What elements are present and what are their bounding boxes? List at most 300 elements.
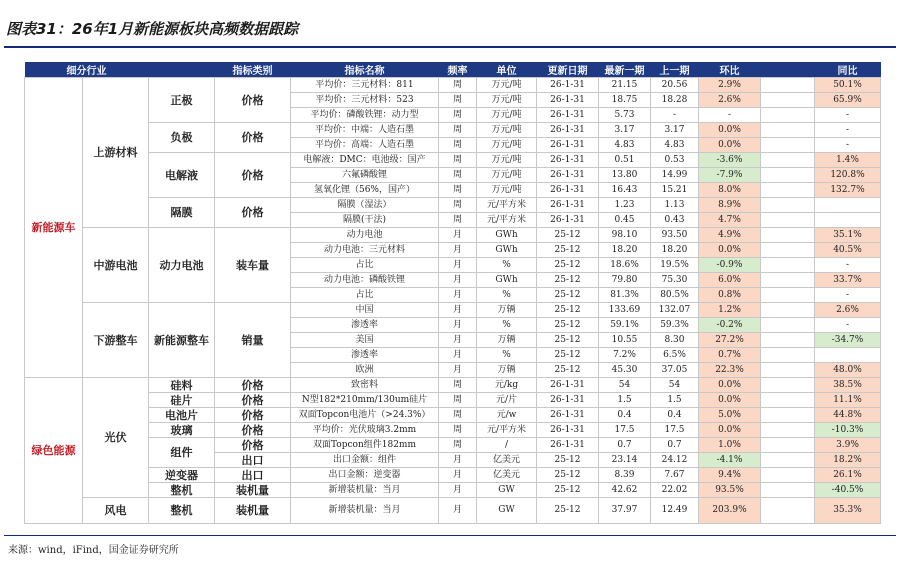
yoy-cell: - [815, 258, 881, 273]
category-cell: 硅片 [149, 393, 215, 408]
frequency-cell: 周 [439, 423, 477, 438]
indicator-name-cell: 动力电池：三元材料 [291, 243, 439, 258]
header-prev: 上一期 [651, 62, 699, 78]
spacer-cell [761, 108, 815, 123]
indicator-type-cell: 装车量 [215, 228, 291, 303]
frequency-cell: 周 [439, 78, 477, 93]
mom-cell: 2.9% [699, 78, 761, 93]
frequency-cell: 周 [439, 393, 477, 408]
mom-cell: 0.8% [699, 288, 761, 303]
spacer-cell [761, 438, 815, 453]
spacer-cell [761, 198, 815, 213]
category-cell: 负极 [149, 123, 215, 153]
indicator-name-cell: 六氟磷酸锂 [291, 168, 439, 183]
latest-value-cell: 10.55 [599, 333, 651, 348]
indicator-name-cell: 平均价：磷酸铁锂：动力型 [291, 108, 439, 123]
header-yoy: 同比 [815, 62, 881, 78]
mom-cell: 1.0% [699, 438, 761, 453]
indicator-name-cell: 平均价：光伏玻璃3.2mm [291, 423, 439, 438]
category-cell: 电池片 [149, 408, 215, 423]
previous-value-cell: 4.83 [651, 138, 699, 153]
indicator-name-cell: 出口金额：组件 [291, 453, 439, 468]
previous-value-cell: 1.13 [651, 198, 699, 213]
latest-value-cell: 98.10 [599, 228, 651, 243]
top-rule [4, 46, 896, 48]
indicator-name-cell: 中国 [291, 303, 439, 318]
mom-cell: - [699, 108, 761, 123]
frequency-cell: 周 [439, 213, 477, 228]
unit-cell: / [477, 438, 537, 453]
latest-value-cell: 18.6% [599, 258, 651, 273]
previous-value-cell: 54 [651, 378, 699, 393]
mom-cell: 8.9% [699, 198, 761, 213]
category-cell: 整机 [149, 483, 215, 498]
frequency-cell: 月 [439, 228, 477, 243]
category-cell: 硅料 [149, 378, 215, 393]
unit-cell: % [477, 258, 537, 273]
previous-value-cell: 22.02 [651, 483, 699, 498]
header-name: 指标名称 [291, 62, 439, 78]
unit-cell: 万元/吨 [477, 168, 537, 183]
yoy-cell: - [815, 318, 881, 333]
indicator-name-cell: 动力电池：磷酸铁锂 [291, 273, 439, 288]
yoy-cell: - [815, 123, 881, 138]
yoy-cell [815, 348, 881, 363]
previous-value-cell: 17.5 [651, 423, 699, 438]
unit-cell: 万元/吨 [477, 138, 537, 153]
bottom-rule [4, 535, 896, 536]
indicator-name-cell: 平均价：三元材料：811 [291, 78, 439, 93]
frequency-cell: 周 [439, 123, 477, 138]
previous-value-cell: 0.53 [651, 153, 699, 168]
frequency-cell: 周 [439, 93, 477, 108]
yoy-cell: 132.7% [815, 183, 881, 198]
previous-value-cell: 37.05 [651, 363, 699, 378]
update-date-cell: 25-12 [537, 318, 599, 333]
update-date-cell: 25-12 [537, 303, 599, 318]
frequency-cell: 月 [439, 483, 477, 498]
indicator-type-cell: 装机量 [215, 498, 291, 524]
indicator-name-cell: 新增装机量：当月 [291, 498, 439, 524]
table-row [25, 498, 881, 524]
latest-value-cell: 59.1% [599, 318, 651, 333]
unit-cell: % [477, 288, 537, 303]
spacer-cell [761, 213, 815, 228]
indicator-name-cell: 氢氧化锂（56%，国产） [291, 183, 439, 198]
yoy-cell [815, 198, 881, 213]
indicator-type-cell: 价格 [215, 393, 291, 408]
frequency-cell: 周 [439, 153, 477, 168]
indicator-name-cell: 占比 [291, 258, 439, 273]
unit-cell: 元/w [477, 408, 537, 423]
previous-value-cell: 18.20 [651, 243, 699, 258]
latest-value-cell: 21.15 [599, 78, 651, 93]
mom-cell: -3.6% [699, 153, 761, 168]
spacer-cell [761, 168, 815, 183]
header-unit: 单位 [477, 62, 537, 78]
unit-cell: % [477, 348, 537, 363]
update-date-cell: 26-1-31 [537, 438, 599, 453]
indicator-type-cell: 价格 [215, 153, 291, 198]
unit-cell: 亿美元 [477, 468, 537, 483]
frequency-cell: 月 [439, 453, 477, 468]
frequency-cell: 月 [439, 288, 477, 303]
update-date-cell: 25-12 [537, 498, 599, 524]
header-row [25, 62, 881, 78]
header-industry: 细分行业 [25, 62, 149, 78]
unit-cell: GWh [477, 243, 537, 258]
category-cell: 中游电池 [83, 228, 149, 303]
spacer-cell [761, 483, 815, 498]
unit-cell: 元/平方米 [477, 423, 537, 438]
category-cell: 正极 [149, 78, 215, 123]
indicator-name-cell: 隔膜(干法) [291, 213, 439, 228]
mom-cell: -0.9% [699, 258, 761, 273]
indicator-name-cell: 隔膜（湿法） [291, 198, 439, 213]
latest-value-cell: 42.62 [599, 483, 651, 498]
yoy-cell: 48.0% [815, 363, 881, 378]
mom-cell: 0.0% [699, 393, 761, 408]
mom-cell: 0.7% [699, 348, 761, 363]
latest-value-cell: 45.30 [599, 363, 651, 378]
table-row [25, 303, 881, 318]
latest-value-cell: 17.5 [599, 423, 651, 438]
yoy-cell: - [815, 108, 881, 123]
spacer-cell [761, 273, 815, 288]
spacer-cell [761, 378, 815, 393]
mom-cell: 0.0% [699, 138, 761, 153]
latest-value-cell: 0.45 [599, 213, 651, 228]
sector-group-cell: 绿色能源 [25, 378, 83, 524]
header-blank2 [761, 62, 815, 78]
latest-value-cell: 0.51 [599, 153, 651, 168]
previous-value-cell: 18.28 [651, 93, 699, 108]
spacer-cell [761, 303, 815, 318]
indicator-name-cell: 出口金额：逆变器 [291, 468, 439, 483]
unit-cell: 万元/吨 [477, 183, 537, 198]
spacer-cell [761, 348, 815, 363]
category-cell: 风电 [83, 498, 149, 524]
yoy-cell: 40.5% [815, 243, 881, 258]
yoy-cell: 1.4% [815, 153, 881, 168]
category-cell: 整机 [149, 498, 215, 524]
unit-cell: 万辆 [477, 363, 537, 378]
yoy-cell: -40.5% [815, 483, 881, 498]
yoy-cell: 44.8% [815, 408, 881, 423]
spacer-cell [761, 138, 815, 153]
spacer-cell [761, 288, 815, 303]
table-row [25, 198, 881, 213]
indicator-type-cell: 价格 [215, 438, 291, 453]
spacer-cell [761, 123, 815, 138]
indicator-name-cell: 渗透率 [291, 318, 439, 333]
latest-value-cell: 8.39 [599, 468, 651, 483]
frequency-cell: 周 [439, 438, 477, 453]
indicator-type-cell: 价格 [215, 78, 291, 123]
update-date-cell: 26-1-31 [537, 78, 599, 93]
previous-value-cell: 80.5% [651, 288, 699, 303]
mom-cell: 4.7% [699, 213, 761, 228]
category-cell: 上游材料 [83, 78, 149, 228]
category-cell: 动力电池 [149, 228, 215, 303]
mom-cell: 0.0% [699, 243, 761, 258]
mom-cell: 1.2% [699, 303, 761, 318]
indicator-type-cell: 出口 [215, 468, 291, 483]
yoy-cell: 35.3% [815, 498, 881, 524]
yoy-cell: 3.9% [815, 438, 881, 453]
category-cell: 隔膜 [149, 198, 215, 228]
previous-value-cell: 0.4 [651, 408, 699, 423]
source-note: 来源：wind，iFind，国金证券研究所 [8, 545, 179, 556]
previous-value-cell: 75.30 [651, 273, 699, 288]
update-date-cell: 25-12 [537, 453, 599, 468]
spacer-cell [761, 408, 815, 423]
yoy-cell: 50.1% [815, 78, 881, 93]
table-row [25, 468, 881, 483]
latest-value-cell: 81.3% [599, 288, 651, 303]
update-date-cell: 25-12 [537, 288, 599, 303]
spacer-cell [761, 468, 815, 483]
latest-value-cell: 18.20 [599, 243, 651, 258]
indicator-name-cell: 新增装机量：当月 [291, 483, 439, 498]
table-row [25, 378, 881, 393]
header-type: 指标类别 [215, 62, 291, 78]
mom-cell: 0.0% [699, 123, 761, 138]
mom-cell: -4.1% [699, 453, 761, 468]
frequency-cell: 月 [439, 258, 477, 273]
indicator-type-cell: 价格 [215, 378, 291, 393]
mom-cell: 203.9% [699, 498, 761, 524]
header-freq: 频率 [439, 62, 477, 78]
yoy-cell: 120.8% [815, 168, 881, 183]
indicator-type-cell: 价格 [215, 408, 291, 423]
update-date-cell: 26-1-31 [537, 423, 599, 438]
update-date-cell: 25-12 [537, 333, 599, 348]
spacer-cell [761, 423, 815, 438]
unit-cell: 万辆 [477, 333, 537, 348]
latest-value-cell: 23.14 [599, 453, 651, 468]
spacer-cell [761, 258, 815, 273]
previous-value-cell: 132.07 [651, 303, 699, 318]
category-cell: 新能源整车 [149, 303, 215, 378]
previous-value-cell: 3.17 [651, 123, 699, 138]
update-date-cell: 25-12 [537, 273, 599, 288]
spacer-cell [761, 498, 815, 524]
latest-value-cell: 0.4 [599, 408, 651, 423]
table-row [25, 393, 881, 408]
yoy-cell: -10.3% [815, 423, 881, 438]
unit-cell: 万元/吨 [477, 78, 537, 93]
frequency-cell: 月 [439, 348, 477, 363]
indicator-type-cell: 出口 [215, 453, 291, 468]
indicator-name-cell: N型182*210mm/130um硅片 [291, 393, 439, 408]
previous-value-cell: 0.7 [651, 438, 699, 453]
frequency-cell: 周 [439, 108, 477, 123]
indicator-name-cell: 双面Topcon电池片（>24.3%） [291, 408, 439, 423]
update-date-cell: 25-12 [537, 483, 599, 498]
previous-value-cell: 8.30 [651, 333, 699, 348]
update-date-cell: 26-1-31 [537, 123, 599, 138]
mom-cell: 27.2% [699, 333, 761, 348]
category-cell: 下游整车 [83, 303, 149, 378]
table-row [25, 153, 881, 168]
category-cell: 逆变器 [149, 468, 215, 483]
yoy-cell: -34.7% [815, 333, 881, 348]
unit-cell: 元/片 [477, 393, 537, 408]
unit-cell: 元/kg [477, 378, 537, 393]
previous-value-cell: 20.56 [651, 78, 699, 93]
yoy-cell: 18.2% [815, 453, 881, 468]
indicator-name-cell: 平均价：中端：人造石墨 [291, 123, 439, 138]
update-date-cell: 26-1-31 [537, 153, 599, 168]
indicator-name-cell: 欧洲 [291, 363, 439, 378]
mom-cell: -0.2% [699, 318, 761, 333]
update-date-cell: 26-1-31 [537, 138, 599, 153]
latest-value-cell: 13.80 [599, 168, 651, 183]
table-body [25, 78, 881, 524]
unit-cell: GWh [477, 273, 537, 288]
mom-cell: -7.9% [699, 168, 761, 183]
table-row [25, 78, 881, 93]
frequency-cell: 月 [439, 468, 477, 483]
category-cell: 光伏 [83, 378, 149, 498]
mom-cell: 6.0% [699, 273, 761, 288]
spacer-cell [761, 393, 815, 408]
update-date-cell: 25-12 [537, 363, 599, 378]
header-latest: 最新一期 [599, 62, 651, 78]
mom-cell: 5.0% [699, 408, 761, 423]
update-date-cell: 25-12 [537, 348, 599, 363]
mom-cell: 93.5% [699, 483, 761, 498]
update-date-cell: 26-1-31 [537, 378, 599, 393]
previous-value-cell: 12.49 [651, 498, 699, 524]
indicator-name-cell: 平均价：三元材料：523 [291, 93, 439, 108]
previous-value-cell: 59.3% [651, 318, 699, 333]
frequency-cell: 月 [439, 333, 477, 348]
update-date-cell: 26-1-31 [537, 93, 599, 108]
update-date-cell: 26-1-31 [537, 213, 599, 228]
latest-value-cell: 18.75 [599, 93, 651, 108]
latest-value-cell: 54 [599, 378, 651, 393]
frequency-cell: 月 [439, 273, 477, 288]
previous-value-cell: 19.5% [651, 258, 699, 273]
previous-value-cell: 7.67 [651, 468, 699, 483]
update-date-cell: 25-12 [537, 258, 599, 273]
indicator-type-cell: 价格 [215, 198, 291, 228]
update-date-cell: 26-1-31 [537, 198, 599, 213]
indicator-type-cell: 销量 [215, 303, 291, 378]
table-row [25, 228, 881, 243]
yoy-cell [815, 213, 881, 228]
update-date-cell: 25-12 [537, 243, 599, 258]
unit-cell: GWh [477, 228, 537, 243]
yoy-cell: - [815, 288, 881, 303]
update-date-cell: 26-1-31 [537, 393, 599, 408]
yoy-cell: 26.1% [815, 468, 881, 483]
latest-value-cell: 3.17 [599, 123, 651, 138]
table-row [25, 438, 881, 453]
update-date-cell: 26-1-31 [537, 168, 599, 183]
latest-value-cell: 37.97 [599, 498, 651, 524]
indicator-type-cell: 装机量 [215, 483, 291, 498]
spacer-cell [761, 228, 815, 243]
frequency-cell: 周 [439, 138, 477, 153]
latest-value-cell: 16.43 [599, 183, 651, 198]
header-blank [149, 62, 215, 78]
frequency-cell: 周 [439, 378, 477, 393]
unit-cell: 元/平方米 [477, 213, 537, 228]
sector-group-cell: 新能源车 [25, 78, 83, 378]
latest-value-cell: 79.80 [599, 273, 651, 288]
frequency-cell: 周 [439, 168, 477, 183]
unit-cell: 万辆 [477, 303, 537, 318]
previous-value-cell: 24.12 [651, 453, 699, 468]
header-date: 更新日期 [537, 62, 599, 78]
mom-cell: 22.3% [699, 363, 761, 378]
latest-value-cell: 7.2% [599, 348, 651, 363]
latest-value-cell: 1.23 [599, 198, 651, 213]
unit-cell: % [477, 318, 537, 333]
indicator-name-cell: 动力电池 [291, 228, 439, 243]
latest-value-cell: 4.83 [599, 138, 651, 153]
update-date-cell: 26-1-31 [537, 183, 599, 198]
previous-value-cell: 14.99 [651, 168, 699, 183]
update-date-cell: 26-1-31 [537, 408, 599, 423]
frequency-cell: 月 [439, 498, 477, 524]
previous-value-cell: 6.5% [651, 348, 699, 363]
mom-cell: 4.9% [699, 228, 761, 243]
previous-value-cell: - [651, 108, 699, 123]
unit-cell: 亿美元 [477, 453, 537, 468]
previous-value-cell: 0.43 [651, 213, 699, 228]
frequency-cell: 月 [439, 243, 477, 258]
latest-value-cell: 1.5 [599, 393, 651, 408]
mom-cell: 8.0% [699, 183, 761, 198]
yoy-cell: 11.1% [815, 393, 881, 408]
update-date-cell: 25-12 [537, 468, 599, 483]
mom-cell: 0.0% [699, 423, 761, 438]
unit-cell: 元/平方米 [477, 198, 537, 213]
data-table [24, 62, 881, 524]
header-mom: 环比 [699, 62, 761, 78]
indicator-name-cell: 电解液：DMC：电池级：国产 [291, 153, 439, 168]
table-row [25, 123, 881, 138]
spacer-cell [761, 363, 815, 378]
update-date-cell: 25-12 [537, 228, 599, 243]
category-cell: 电解液 [149, 153, 215, 198]
latest-value-cell: 0.7 [599, 438, 651, 453]
spacer-cell [761, 318, 815, 333]
frequency-cell: 周 [439, 408, 477, 423]
unit-cell: 万元/吨 [477, 108, 537, 123]
previous-value-cell: 93.50 [651, 228, 699, 243]
spacer-cell [761, 93, 815, 108]
frequency-cell: 月 [439, 303, 477, 318]
previous-value-cell: 15.21 [651, 183, 699, 198]
indicator-name-cell: 渗透率 [291, 348, 439, 363]
yoy-cell: 35.1% [815, 228, 881, 243]
indicator-name-cell: 双面Topcon组件182mm [291, 438, 439, 453]
unit-cell: 万元/吨 [477, 153, 537, 168]
latest-value-cell: 133.69 [599, 303, 651, 318]
frequency-cell: 月 [439, 363, 477, 378]
previous-value-cell: 1.5 [651, 393, 699, 408]
category-cell: 组件 [149, 438, 215, 468]
category-cell: 玻璃 [149, 423, 215, 438]
page-title: 图表31：26年1月新能源板块高频数据跟踪 [6, 20, 299, 38]
indicator-name-cell: 美国 [291, 333, 439, 348]
update-date-cell: 26-1-31 [537, 108, 599, 123]
